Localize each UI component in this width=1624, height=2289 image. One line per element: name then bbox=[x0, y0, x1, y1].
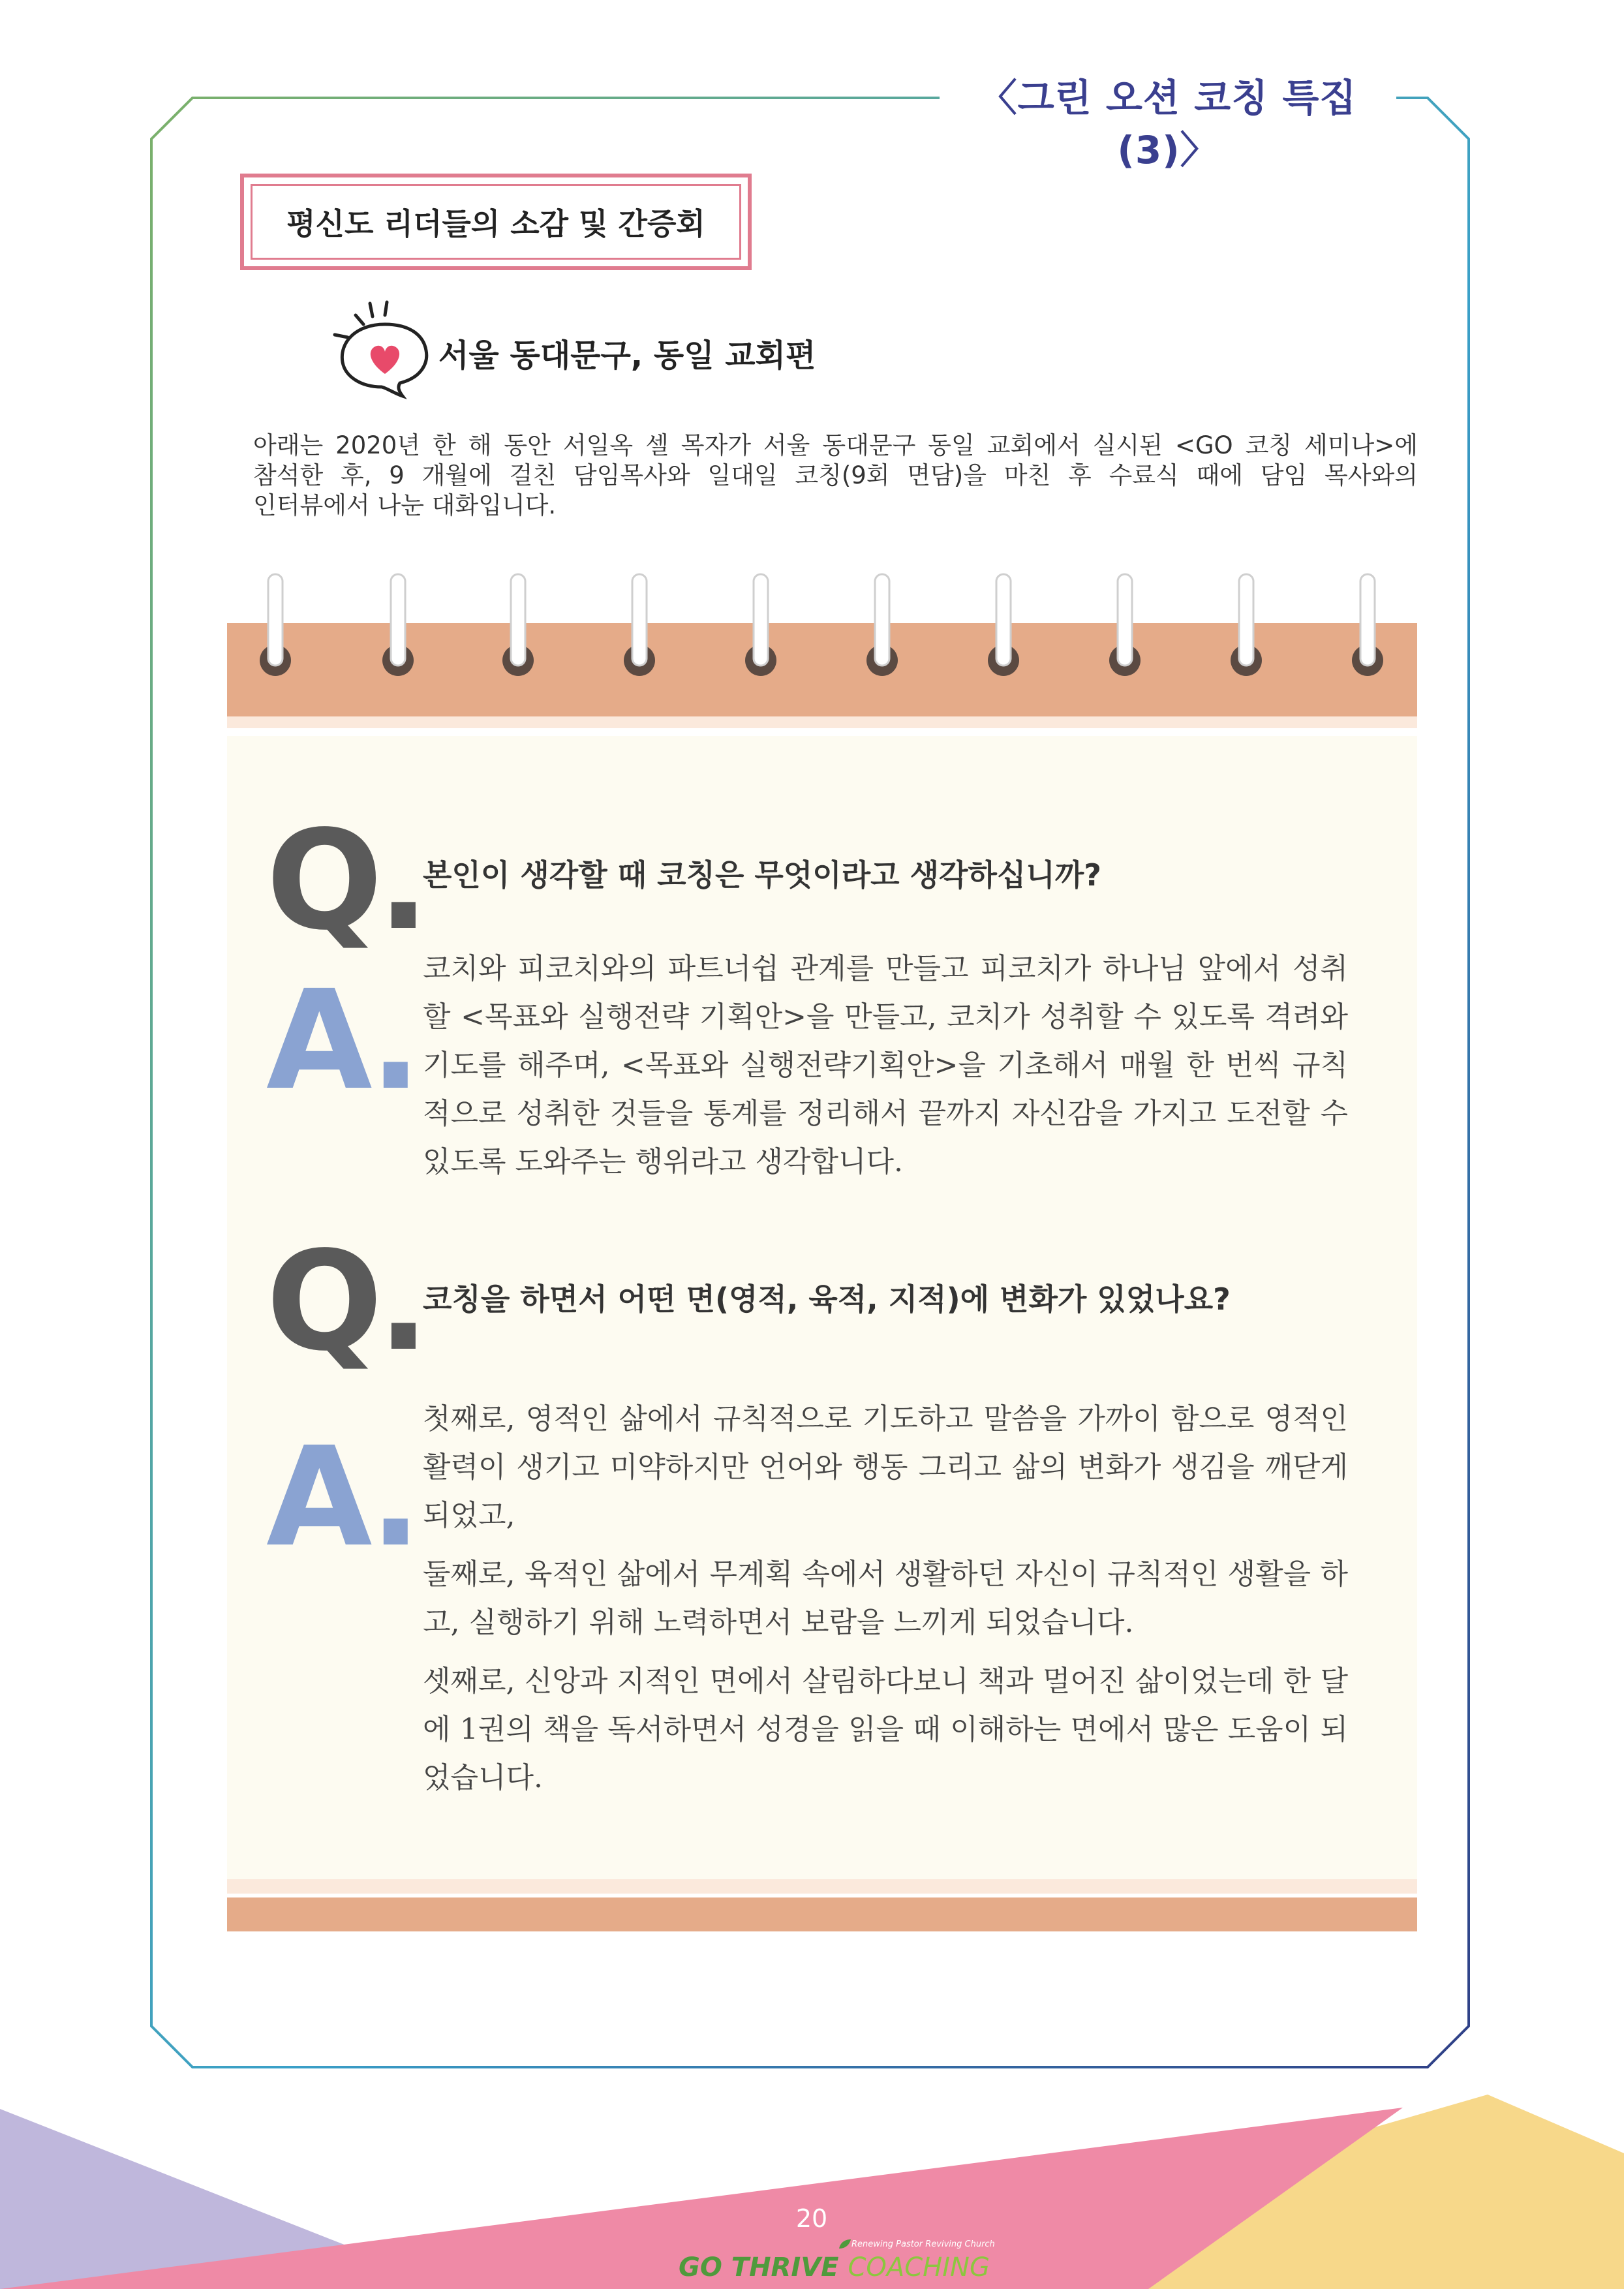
ring-icon bbox=[745, 574, 776, 676]
notebook-top-stripe bbox=[227, 716, 1417, 728]
answer-1 bbox=[423, 945, 1348, 1197]
question-2: 코칭을 하면서 어떤 면(영적, 육적, 지적)에 변화가 있었나요? bbox=[423, 1282, 1231, 1317]
a-mark-1: A. bbox=[266, 960, 417, 1120]
ring-icon bbox=[1352, 574, 1383, 676]
intro-paragraph bbox=[253, 431, 1418, 521]
header-title: 〈그린 오션 코칭 특집(3)〉 bbox=[940, 72, 1396, 124]
answer-paragraph: 첫째로, 영적인 삶에서 규칙적으로 기도하고 말씀을 가까이 함으로 영적인 활력이 생기고 미약하지만 언어와 행동 그리고 삶의 변화가 생김을 깨닫게 되었고, bbox=[423, 1402, 1348, 1532]
answer-paragraph: 둘째로, 육적인 삶에서 무계획 속에서 생활하던 자신이 규칙적인 생활을 하고, 실행하기 위해 노력하면서 보람을 느끼게 되었습니다. bbox=[423, 1558, 1348, 1639]
heart-speech-bubble-icon bbox=[329, 297, 437, 401]
ring-icon bbox=[260, 574, 291, 676]
brand-thrive: THRIVE bbox=[731, 2252, 839, 2282]
church-subtitle: 서울 동대문구, 동일 교회편 bbox=[438, 337, 816, 374]
ring-icon bbox=[988, 574, 1019, 676]
ring-icon bbox=[382, 574, 414, 676]
notebook-bottom-stripe bbox=[227, 1879, 1417, 1894]
section-title-box bbox=[240, 174, 752, 270]
page-number: 20 bbox=[795, 2204, 828, 2233]
ring-icon bbox=[1109, 574, 1141, 676]
intro-line: 아래는 2020년 한 해 동안 서일옥 셀 목자가 서울 동대문구 동일 교회에서 실시된 <GO 코칭 세미나>에 bbox=[253, 431, 1418, 459]
section-title: 평신도 리더들의 소감 및 간증회 bbox=[251, 184, 741, 260]
brand-go: GO bbox=[679, 2252, 722, 2282]
answer-2 bbox=[423, 1395, 1348, 1813]
intro-line: 참석한 후, 9 개월에 걸친 담임목사와 일대일 코칭(9회 면담)을 마친 후 수료식 때에 담임 목사와의 bbox=[253, 461, 1418, 489]
brand-tagline: Renewing Pastor Reviving Church bbox=[851, 2239, 995, 2249]
ring-icon bbox=[866, 574, 898, 676]
ring-icon bbox=[502, 574, 534, 676]
spiral-rings bbox=[227, 561, 1417, 692]
ring-icon bbox=[624, 574, 655, 676]
brand-coaching: COACHING bbox=[848, 2252, 990, 2282]
brand-logo bbox=[679, 2252, 990, 2282]
answer-paragraph: 셋째로, 신앙과 지적인 면에서 살림하다보니 책과 멀어진 삶이었는데 한 달에 1권의 책을 독서하면서 성경을 읽을 때 이해하는 면에서 많은 도움이 되었습니다. bbox=[423, 1665, 1348, 1794]
notebook-bottom-band bbox=[227, 1897, 1417, 1931]
answer-paragraph: 코치와 피코치와의 파트너쉽 관계를 만들고 피코치가 하나님 앞에서 성취할 <목표와 실행전략 기획안>을 만들고, 코치가 성취할 수 있도록 격려와 기도를 해주며, <목표와 실행전략기획안>을 기초해서 매월 한 번씩 규칙적으로 성취한 것들을 통계를 정리해서 끝까지 자신감을 가지고 도전할 수 있도록 도와주는 행위라고 생각합니다. bbox=[423, 952, 1348, 1178]
question-1: 본인이 생각할 때 코칭은 무엇이라고 생각하십니까? bbox=[423, 857, 1101, 893]
leaf-icon bbox=[838, 2238, 852, 2250]
q-mark-2: Q. bbox=[266, 1221, 425, 1381]
intro-line: 인터뷰에서 나눈 대화입니다. bbox=[253, 491, 557, 519]
ring-icon bbox=[1231, 574, 1262, 676]
q-mark-1: Q. bbox=[266, 801, 425, 960]
a-mark-2: A. bbox=[266, 1417, 417, 1577]
